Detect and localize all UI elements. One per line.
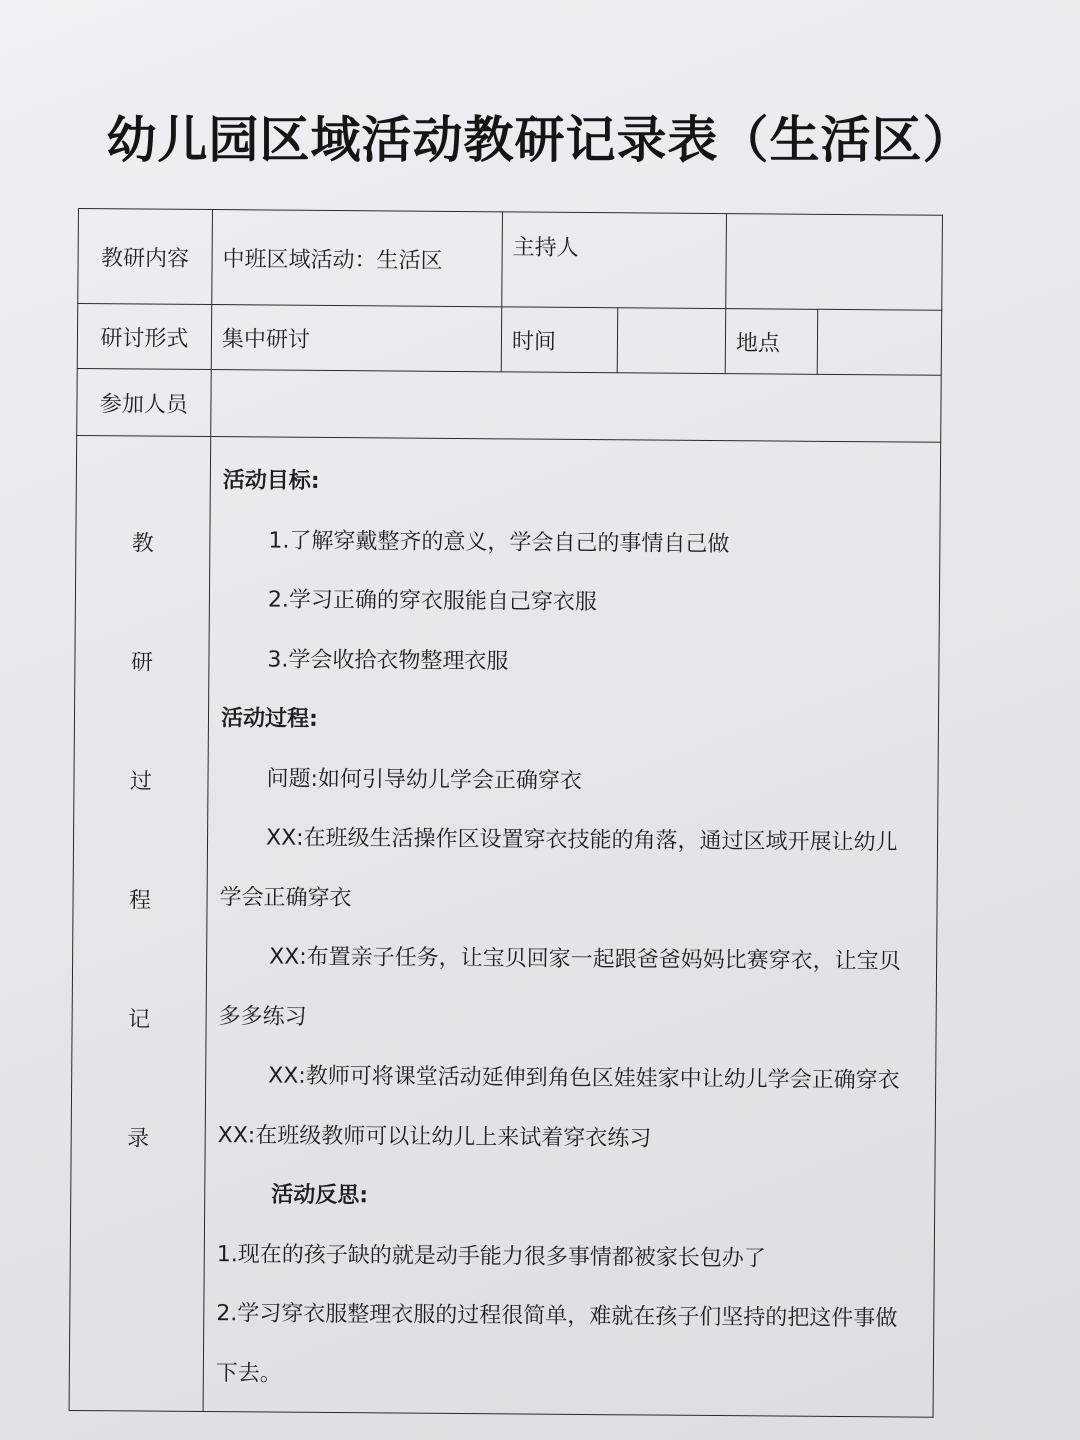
process-line: XX:在班级教师可以让幼儿上来试着穿衣练习: [217, 1122, 652, 1152]
record-label-char: 研: [130, 650, 154, 676]
process-heading: 活动过程:: [220, 706, 318, 732]
goal-item: 3.学会收拾衣物整理衣服: [267, 647, 509, 674]
page-title: 幼儿园区域活动教研记录表（生活区）: [106, 111, 974, 169]
reflection-heading: 活动反思:: [271, 1182, 369, 1209]
process-line: XX:布置亲子任务，让宝贝回家一起跟爸爸妈妈比赛穿衣，让宝贝: [269, 944, 901, 975]
process-line: 学会正确穿衣: [219, 884, 352, 911]
content-label: 教研内容: [78, 209, 213, 305]
form-row-participants: [77, 368, 942, 442]
host-value: [726, 214, 943, 311]
form-row-format: [77, 304, 941, 376]
goal-item: 2.学习正确的穿衣服能自己穿衣服: [267, 587, 598, 616]
host-label: 主持人: [502, 212, 727, 309]
reflection-line: 下去。: [215, 1360, 282, 1387]
process-line: 多多练习: [218, 1003, 307, 1030]
place-label: 地点: [725, 309, 818, 375]
time-value: [617, 308, 726, 374]
record-label: [69, 435, 211, 1411]
form-row-record: [69, 435, 941, 1417]
form-row-content: [78, 209, 943, 311]
content-value: 中班区域活动：生活区: [212, 210, 503, 307]
format-label: 研讨形式: [77, 304, 212, 370]
record-form-table: [69, 208, 943, 1418]
reflection-line: 1.现在的孩子缺的就是动手能力很多事情都被家长包办了: [216, 1241, 766, 1271]
goal-item: 1.了解穿戴整齐的意义，学会自己的事情自己做: [268, 528, 730, 557]
process-question: 问题:如何引导幼儿学会正确穿衣: [266, 765, 583, 794]
format-value: 集中研讨: [211, 305, 502, 372]
process-line: XX:教师可将课堂活动延伸到角色区娃娃家中让幼儿学会正确穿衣: [268, 1063, 900, 1094]
record-content: [203, 437, 941, 1418]
process-line: XX:在班级生活操作区设置穿衣技能的角落，通过区域开展让幼儿: [265, 825, 898, 856]
record-label-char: 教: [131, 531, 154, 557]
participants-value: [211, 370, 942, 443]
place-value: [817, 309, 942, 375]
goals-heading: 活动目标:: [222, 468, 320, 494]
reflection-line: 2.学习穿衣服整理衣服的过程很简单，难就在孩子们坚持的把这件事做: [216, 1301, 898, 1332]
record-label-char: 过: [129, 769, 153, 795]
record-label-char: 记: [128, 1007, 151, 1033]
participants-label: 参加人员: [77, 368, 212, 436]
record-label-char: 录: [127, 1126, 150, 1152]
record-label-char: 程: [128, 888, 152, 914]
time-label: 时间: [501, 307, 618, 373]
